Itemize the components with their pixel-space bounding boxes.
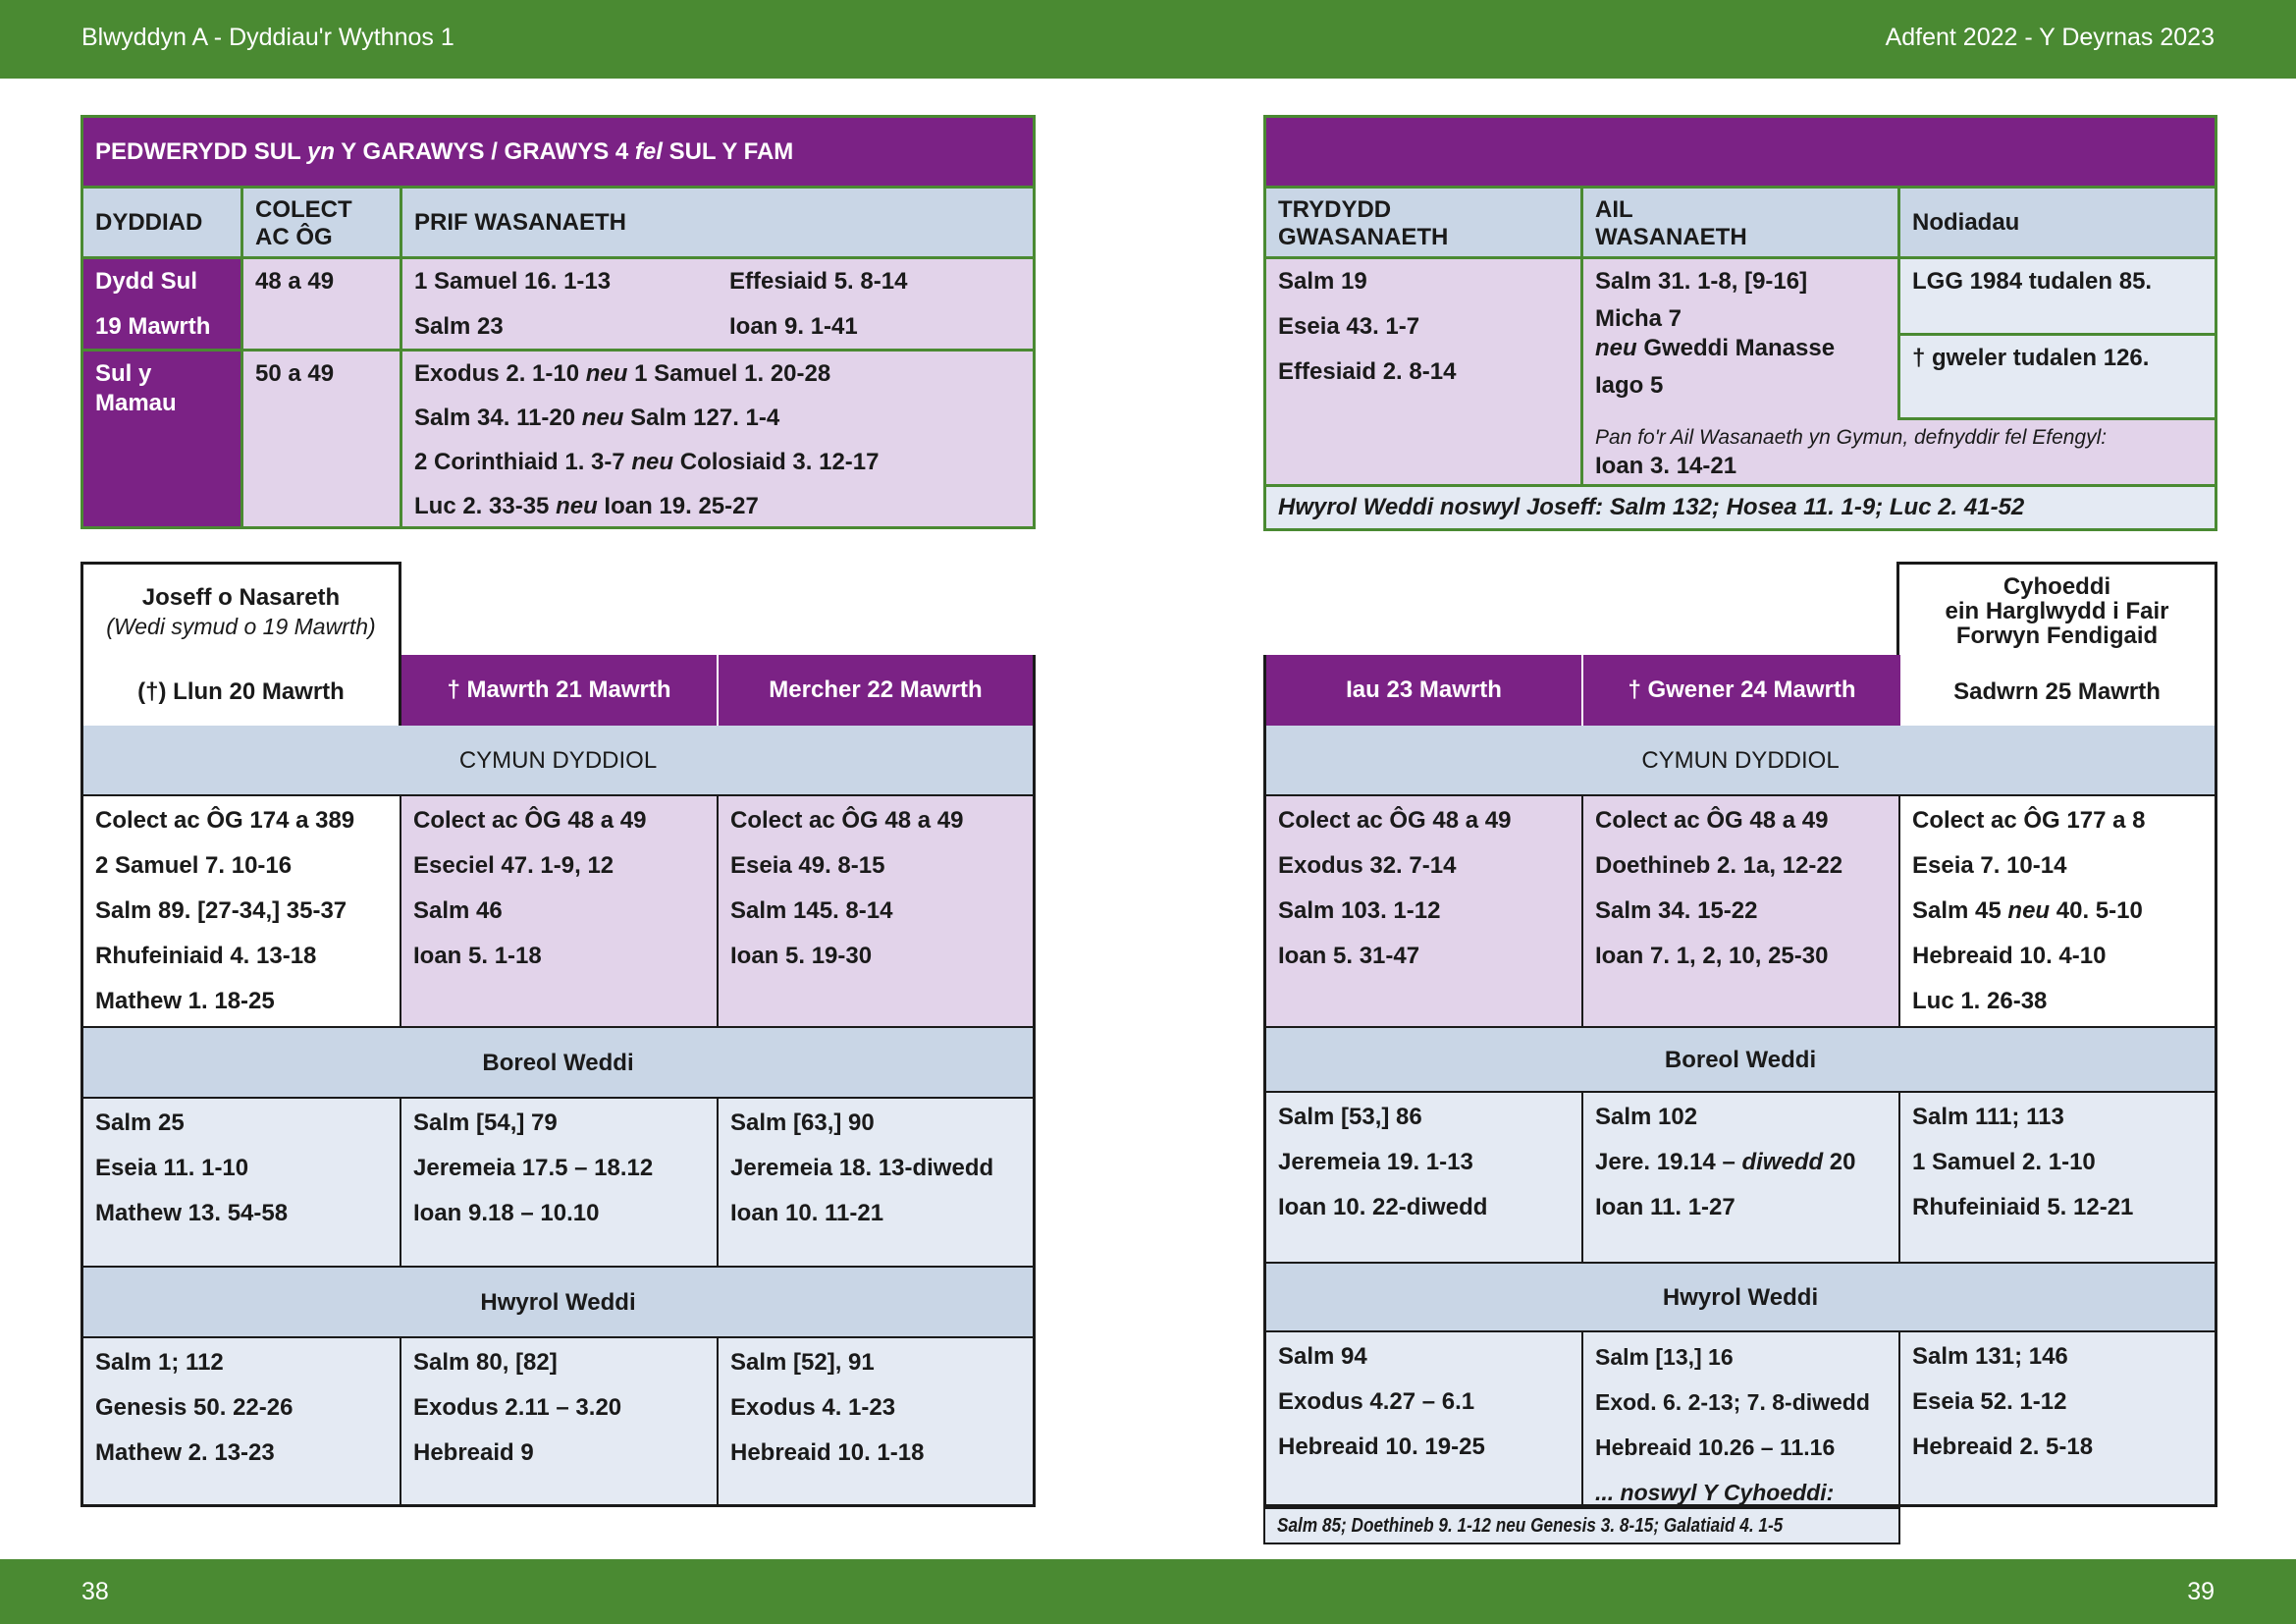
header-right-title: Adfent 2022 - Y Deyrnas 2023	[1885, 24, 2215, 51]
row2-collect: 50 a 49	[243, 352, 402, 526]
right-week-table	[1263, 655, 2217, 1507]
section-evening-prayer-right: Hwyrol Weddi	[1266, 1264, 2215, 1332]
cymun-friday: Colect ac ÔG 48 a 49 Doethineb 2. 1a, 12-22 Salm 34. 15-22 Ioan 7. 1, 2, 10, 25-30	[1583, 796, 1900, 1028]
row2-readings: Exodus 2. 1-10 neu 1 Samuel 1. 20-28 Salm 34. 11-20 neu Salm 127. 1-4 2 Corinthiaid 1. 3-7 neu Colosiaid 3. 12-17 Luc 2. 33-35 neu Ioan 19. 25-27	[402, 352, 1033, 526]
boreol-friday: Salm 102 Jere. 19.14 – diwedd 20 Ioan 11. 1-27	[1583, 1093, 1900, 1264]
hwyrol-tuesday: Salm 80, [82] Exodus 2.11 – 3.20 Hebreaid 9	[401, 1338, 719, 1504]
header-third-service: TRYDYDD GWASANAETH	[1266, 189, 1583, 259]
header-second-service: AIL WASANAETH	[1583, 189, 1900, 259]
hwyrol-thursday: Salm 94 Exodus 4.27 – 6.1 Hebreaid 10. 19-25	[1266, 1332, 1583, 1504]
day-monday-20: (†) Llun 20 Mawrth	[137, 678, 345, 705]
feast-annunciation-title: Cyhoeddi ein Harglwydd i Fair Forwyn Fendigaid	[1945, 573, 2169, 649]
cymun-wednesday: Colect ac ÔG 48 a 49 Eseia 49. 8-15 Salm 145. 8-14 Ioan 5. 19-30	[719, 796, 1033, 1028]
second-service-readings: Salm 31. 1-8, [9-16] Micha 7 neu Gweddi Manasse Iago 5	[1583, 259, 1900, 420]
section-daily-eucharist-right: CYMUN DYDDIOL	[1266, 726, 2215, 796]
left-week-table	[80, 655, 1036, 1507]
third-service-readings: Salm 19 Eseia 43. 1-7 Effesiaid 2. 8-14	[1266, 259, 1583, 420]
hwyrol-wednesday: Salm [52], 91 Exodus 4. 1-23 Hebreaid 10. 1-18	[719, 1338, 1033, 1504]
cymun-tuesday: Colect ac ÔG 48 a 49 Eseciel 47. 1-9, 12 Salm 46 Ioan 5. 1-18	[401, 796, 719, 1028]
header-main-service: PRIF WASANAETH	[402, 189, 1033, 259]
eucharist-gospel-note: Pan fo'r Ail Wasanaeth yn Gymun, defnyddir fel Efengyl: Ioan 3. 14-21	[1583, 420, 2215, 487]
page-number-right: 39	[2187, 1578, 2215, 1605]
feast-joseph-title: Joseff o Nasareth	[141, 584, 341, 611]
row1-readings: 1 Samuel 16. 1-13 Effesiaid 5. 8-14 Salm 23 Ioan 9. 1-41	[402, 259, 1033, 352]
header-collect: COLECT AC ÔG	[243, 189, 402, 259]
boreol-wednesday: Salm [63,] 90 Jeremeia 18. 13-diwedd Ioan 10. 11-21	[719, 1099, 1033, 1268]
note-see-page: † gweler tudalen 126.	[1900, 336, 2215, 420]
section-morning-prayer-right: Boreol Weddi	[1266, 1028, 2215, 1093]
row1-date: Dydd Sul 19 Mawrth	[83, 259, 243, 352]
section-daily-eucharist: CYMUN DYDDIOL	[83, 726, 1033, 796]
day-wednesday-22: Mercher 22 Mawrth	[719, 655, 1033, 726]
cymun-thursday: Colect ac ÔG 48 a 49 Exodus 32. 7-14 Salm 103. 1-12 Ioan 5. 31-47	[1266, 796, 1583, 1028]
section-morning-prayer: Boreol Weddi	[83, 1028, 1033, 1099]
header-date: DYDDIAD	[83, 189, 243, 259]
hwyrol-saturday: Salm 131; 146 Eseia 52. 1-12 Hebreaid 2. 5-18	[1900, 1332, 2215, 1504]
boreol-saturday: Salm 111; 113 1 Samuel 2. 1-10 Rhufeiniaid 5. 12-21	[1900, 1093, 2215, 1264]
row2-date: Sul y Mamau	[83, 352, 243, 526]
boreol-monday: Salm 25 Eseia 11. 1-10 Mathew 13. 54-58	[83, 1099, 401, 1268]
sunday-title: PEDWERYDD SUL yn Y GARAWYS / GRAWYS 4 fel SUL Y FAM	[83, 118, 1033, 189]
day-thursday-23: Iau 23 Mawrth	[1266, 655, 1583, 726]
services-table	[1263, 115, 2217, 531]
cymun-saturday: Colect ac ÔG 177 a 8 Eseia 7. 10-14 Salm 45 neu 40. 5-10 Hebreaid 10. 4-10 Luc 1. 26-38	[1900, 796, 2215, 1028]
note-lgg: LGG 1984 tudalen 85.	[1900, 259, 2215, 336]
joseph-eve-evening-prayer: Hwyrol Weddi noswyl Joseff: Salm 132; Hosea 11. 1-9; Luc 2. 41-52	[1266, 487, 2215, 528]
sunday-table	[80, 115, 1036, 529]
hwyrol-friday: Salm [13,] 16 Exod. 6. 2-13; 7. 8-diwedd Hebreaid 10.26 – 11.16 ... noswyl Y Cyhoeddi:	[1583, 1332, 1900, 1504]
services-title-bar	[1266, 118, 2215, 189]
feast-joseph-note: (Wedi symud o 19 Mawrth)	[106, 614, 376, 639]
day-saturday-25: Sadwrn 25 Mawrth	[1953, 678, 2161, 705]
day-friday-24: † Gwener 24 Mawrth	[1583, 655, 1900, 726]
cymun-monday: Colect ac ÔG 174 a 389 2 Samuel 7. 10-16 Salm 89. [27-34,] 35-37 Rhufeiniaid 4. 13-18 Mathew 1. 18-25	[83, 796, 401, 1028]
third-service-filler	[1266, 420, 1583, 487]
annunciation-eve-readings: Salm 85; Doethineb 9. 1-12 neu Genesis 3. 8-15; Galatiaid 4. 1-5	[1263, 1507, 1900, 1544]
hwyrol-monday: Salm 1; 112 Genesis 50. 22-26 Mathew 2. 13-23	[83, 1338, 401, 1504]
day-tuesday-21: † Mawrth 21 Mawrth	[401, 655, 719, 726]
page-number-left: 38	[81, 1578, 109, 1605]
boreol-thursday: Salm [53,] 86 Jeremeia 19. 1-13 Ioan 10. 22-diwedd	[1266, 1093, 1583, 1264]
boreol-tuesday: Salm [54,] 79 Jeremeia 17.5 – 18.12 Ioan 9.18 – 10.10	[401, 1099, 719, 1268]
section-evening-prayer: Hwyrol Weddi	[83, 1268, 1033, 1338]
header-band	[0, 0, 2296, 79]
row1-collect: 48 a 49	[243, 259, 402, 352]
header-left-title: Blwyddyn A - Dyddiau'r Wythnos 1	[81, 24, 454, 51]
footer-band	[0, 1559, 2296, 1624]
header-notes: Nodiadau	[1900, 189, 2215, 259]
